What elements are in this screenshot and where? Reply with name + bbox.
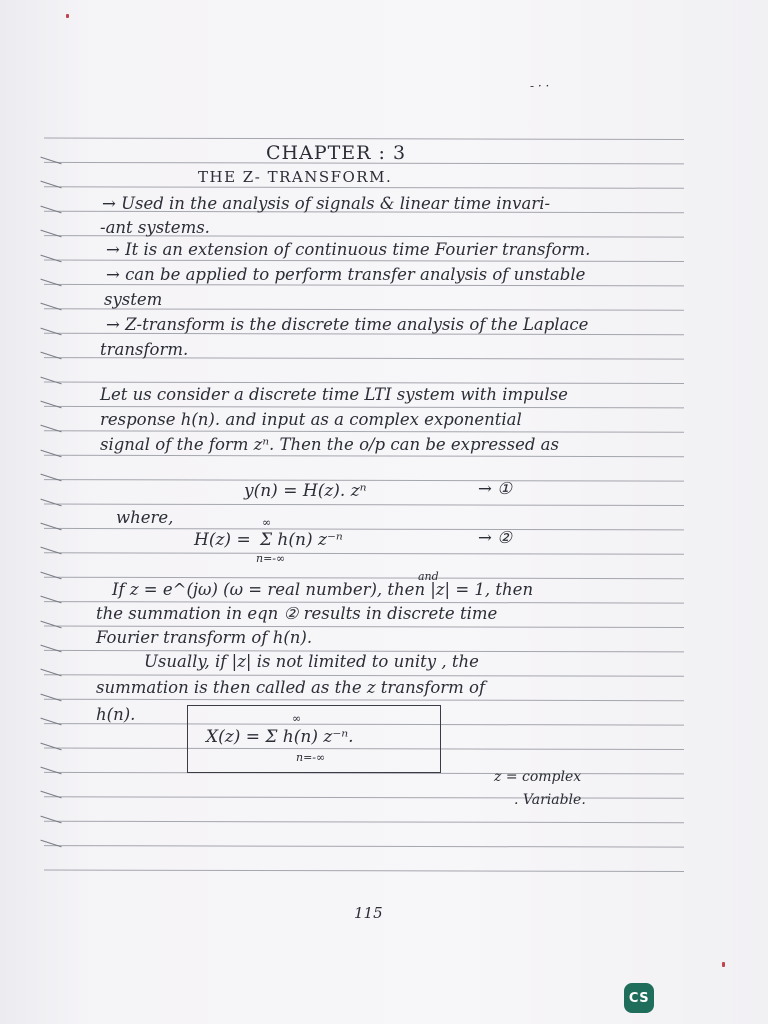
note-line-8: Let us consider a discrete time LTI system with impulse <box>100 385 568 404</box>
camscanner-logo-badge <box>624 983 654 1013</box>
note-line-12: the summation in eqn ② results in discrete time <box>96 604 498 623</box>
note-line-5: system <box>104 290 163 309</box>
where-label: where, <box>116 508 174 527</box>
ruled-line <box>44 406 684 408</box>
ruled-line <box>44 870 684 872</box>
note-line-10: signal of the form zⁿ. Then the o/p can be expressed as <box>100 435 559 454</box>
side-note-2: . Variable. <box>514 792 586 808</box>
note-line-9: response h(n). and input as a complex exponential <box>100 410 522 429</box>
boxed-formula: X(z) = Σ h(n) z⁻ⁿ. <box>206 727 354 747</box>
camscanner-logo-text: CS <box>628 990 650 1006</box>
boxed-sum-upper-limit: ∞ <box>292 712 302 725</box>
ruled-line <box>44 846 684 848</box>
ruled-line <box>44 553 684 555</box>
ruled-line <box>44 504 684 506</box>
note-line-3: → It is an extension of continuous time Fourier transform. <box>106 240 591 259</box>
equation-1-tag: → ① <box>478 479 512 498</box>
ruled-line <box>44 821 684 823</box>
note-line-14: Usually, if |z| is not limited to unity , the <box>144 652 479 671</box>
ruled-line <box>44 260 684 262</box>
note-line-15: summation is then called as the z transform of <box>96 678 486 697</box>
note-line-2: -ant systems. <box>100 218 210 237</box>
eq2-sum-lower-limit: n=-∞ <box>256 552 286 565</box>
equation-1: y(n) = H(z). zⁿ <box>244 481 367 501</box>
note-line-1: → Used in the analysis of signals & linear time invari- <box>102 194 551 213</box>
ruled-line <box>44 528 684 530</box>
ruled-line <box>44 797 684 799</box>
inserted-word: and <box>418 570 439 583</box>
ruled-line <box>44 455 684 457</box>
page-number: 115 <box>354 904 383 922</box>
ruled-line <box>44 602 684 604</box>
note-line-7: transform. <box>100 340 189 359</box>
ruled-line <box>44 187 684 189</box>
note-line-6: → Z-transform is the discrete time analysis of the Laplace <box>106 315 589 334</box>
ruled-line <box>44 577 684 579</box>
note-line-16: h(n). <box>96 705 136 724</box>
note-line-4: → can be applied to perform transfer analysis of unstable <box>106 265 586 284</box>
note-line-11: If z = e^(jω) (ω = real number), then |z| = 1, then <box>112 580 534 599</box>
ruled-line <box>44 138 684 140</box>
red-mark <box>722 962 725 967</box>
ruled-line <box>44 382 684 384</box>
note-line-13: Fourier transform of h(n). <box>96 628 313 647</box>
equation-2-lhs: H(z) = <box>194 530 251 550</box>
ruled-line <box>44 699 684 701</box>
equation-2-rhs: Σ h(n) z⁻ⁿ <box>260 530 343 550</box>
side-note-1: z = complex <box>494 769 582 785</box>
ruled-line <box>44 431 684 433</box>
chapter-heading: CHAPTER : 3 <box>266 142 407 164</box>
ruled-line <box>44 675 684 677</box>
topic-heading: THE Z- TRANSFORM. <box>198 168 393 186</box>
top-mark: - · · <box>530 79 550 93</box>
red-mark <box>66 14 69 18</box>
boxed-sum-lower-limit: n=-∞ <box>296 751 326 764</box>
equation-2-tag: → ② <box>478 528 512 547</box>
eq2-sum-upper-limit: ∞ <box>262 516 272 529</box>
